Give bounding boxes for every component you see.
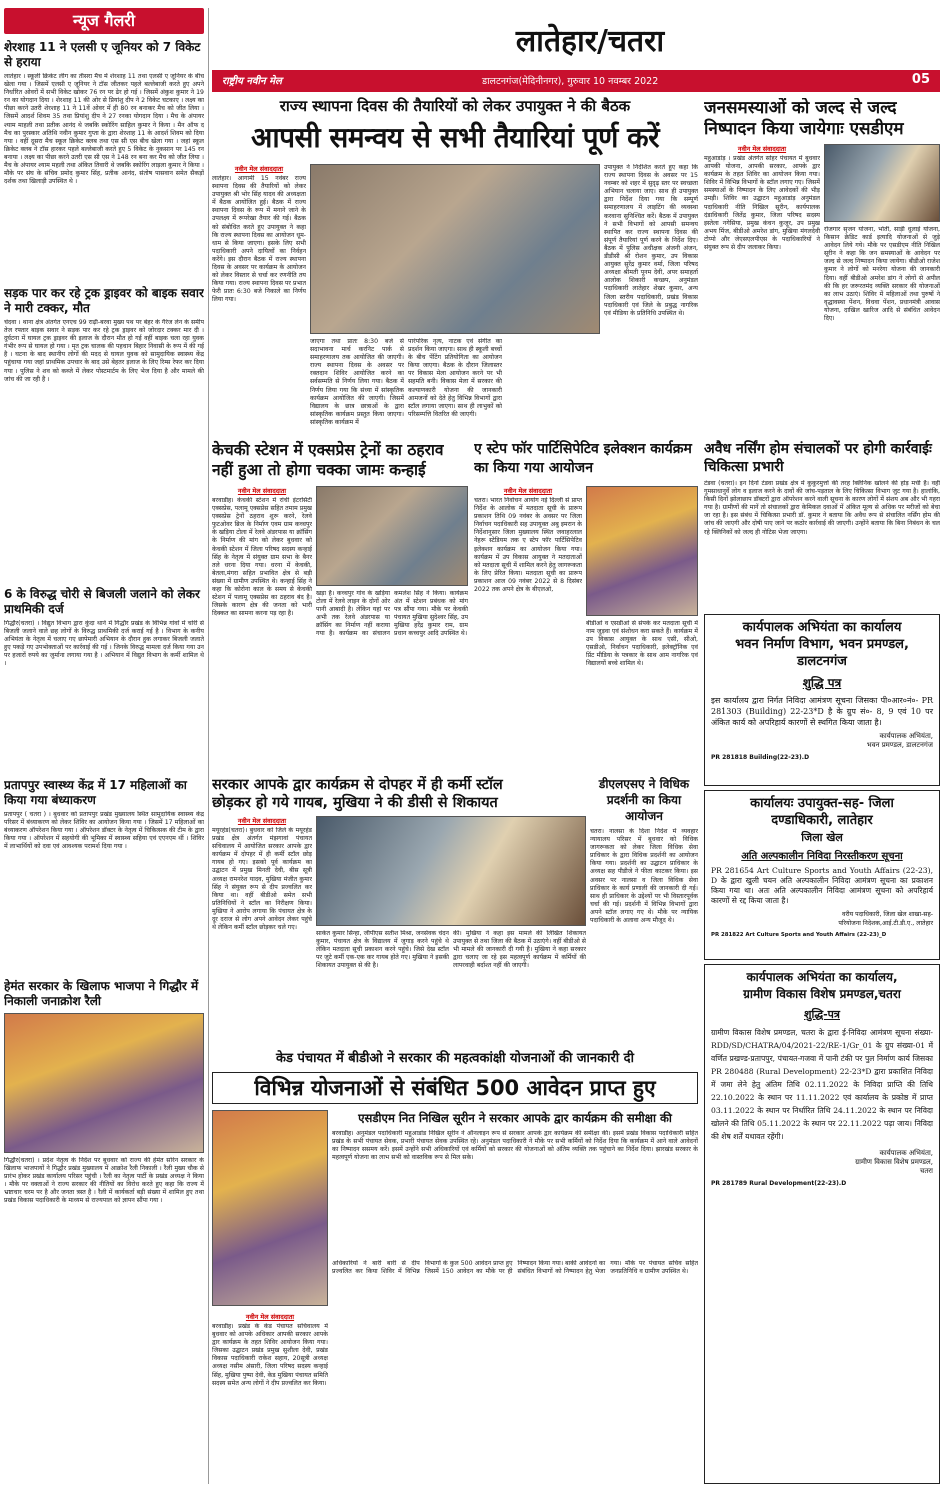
scheme-photo [212,1110,328,1306]
gallery-item-accident [4,286,204,579]
astep-byline: नवीन मेल संवाददाता [503,487,553,495]
kanhai-body-2: खड़ा है। कच्चपुर गांव के खड़िया टोला में रेलवे लाइन के दोनों ओर पानी आबादी है। लेकिन यहां पर अभी तक रेलवे अंडरपास या क्रॉसिंग का निर्माण नहीं कराया गया है। कार्यक्रम का संचालन कमलेश सिंह ने किया। कार्यक्रम अंत में स्टेशन प्रबंधक को मांग पत्र सौंपा गया। मौके पर केचकी पंचायत मुखिया सुदेश्वर सिंह, उप मुखिया हरेंद्र कुमार राम, ग्राम प्रधान कच्चपुर आदि उपस्थित थे। [316,590,468,638]
dateline: डालटनगंज(मेदिनीनगर), गुरुवार 10 नवम्बर 2022 [482,76,659,87]
astep-headline: ए स्टेप फॉर पार्टिसिपेटिव इलेक्शन कार्यक्रम का किया गया आयोजन [474,441,692,476]
review-body: बरवाडीह। अनुमंडल पदाधिकारी महुआडांड निखिल सूरीन ने ऑनलाइन रूप से सरकार आपके द्वार कार्यक्रम की समीक्षा की। इसमें प्रखंड विकास पदाधिकारी सहित प्रखंड के सभी पंचायत सेवक, प्रभारी पंचायत सेवक उपस्थित रहे। अनुमंडल पदाधिकारी ने मौके पर सभी कर्मियों को निर्देश दिया कि कार्यक्रम में आने वाले आवेदनों का निष्पादन ससमय करें। इसमें उन्होंने सभी अधिकारियों एवं कर्मियों को सरकार की योजनाओं को अंतिम व्यक्ति तक पहुंचाने का निर्देश दिया। झारखंड सरकार के महत्वपूर्ण योजना का लाभ सभी को वास्तविक रूप से मिल सके। [332,1130,698,1162]
ad1-subtitle: शुद्धि पत्र [802,676,842,690]
review-body-2: अधिकारियों ने बारी बारी से दीप प्रज्वलित कर किया शिविर में विभिन्न विभागों के कुल 500 आवेदन प्राप्त हुए जिसमें 150 आवेदन का मौके पर ही निष्पादन किया गया। बाकी आवेदनों का संबंधित विभागों को निष्पादन हेतु भेजा गया। मौके पर पंचायत सचिव सहित जनप्रतिनिधि व ग्रामीण उपस्थित थे। [332,1260,698,1276]
ad2-subtitle: अति अल्पकालीन निविदा निरस्तीकरण सूचना [741,851,903,862]
ad1-title-3: डालटनगंज [797,654,847,669]
scheme-kicker: केड पंचायत में बीडीओ ने सरकार की महत्वकांक्षी योजनाओं की जानकारी दी [276,1051,634,1066]
main-body-2: जाएगा तथा प्रातः 8:30 बजे से सदाभावना मार्च करनिट पार्क से समाहरणालय तक आयोजित की जाएगी। राज्य स्थापना दिवस के अवसर पर रक्तदान शिविर आयोजित करने का सर्वसम्मति से निर्णय लिया गया। बैठक में निर्णय लिया गया कि संध्या में सांस्कृतिक कार्यक्रम आयोजित की जाएगी। जिसमें विद्यालय के छात्र छात्राओं के द्वारा सांस्कृतिक कार्यक्रम प्रस्तुत किया जाएगा। सांस्कृतिक कार्यक्रम में [310,338,404,426]
ad2-pr: PR 281822 Art Culture Sports and Youth Affairs (22-23)_D [711,932,887,938]
gallery-body: गिद्धौर(चतरा) । प्रदेश नेतृत्व के निर्देश पर बुधवार को राज्य की हेमंत सोरेन सरकार के खिलाफ भाजपायों ने गिद्धौर प्रखंड मुख्यालय में आक्रोश रैली निकाली । रैली मुख्य चौक से प्रारंभ होकर प्रखंड कार्यालय परिसर पहुंची । रैली का नेतृत्व पार्टी के प्रखंड अध्यक्ष ने किया । मौके पर वक्ताओं ने राज्य सरकार की नीतियों का विरोध करते हुए कहा कि राज्य में भ्रष्टाचार चरम पर है और जनता त्रस्त है । रैली में कार्यकर्ता बड़ी संख्या में शामिल हुए तथा प्रखंड विकास पदाधिकारी के माध्यम से राज्यपाल को ज्ञापन सौंपा गया । [4,1157,204,1205]
gallery-item-cricket [4,40,204,278]
ad2-title-1: कार्यालयः उपायुक्त-सह- जिला [750,796,894,811]
gallery-item-electricity [4,587,204,770]
gallery-headline: प्रतापपुर स्वास्थ्य केंद्र में 17 महिलाओं का किया गया बंध्याकरण [4,778,187,807]
ad3-subtitle: शुद्धि-पत्र [803,1008,840,1021]
rally-photo [4,1013,204,1153]
scheme-body: बरवाडीह। प्रखंड के केड पंचायत सचिवालय में बुधवार को आपके अधिकार आपकी सरकार आपके द्वार कार्यक्रम के तहत शिविर आयोजन किया गया। जिसका उद्घाटन प्रखंड प्रमुख सुशीला देवी, प्रखंड विकास पदाधिकारी राकेश सहाय, 20सूत्री अध्यक्ष अध्यक्ष नसीम अंसारी, जिला परिषद सदस्य कन्हाई सिंह, मुखिया पुष्पा देवी, केड मुखिया पंचायत समिति सदस्य समेत अन्य लोगों ने दीप प्रज्वलित कर किया। [212,1323,328,1387]
sarkar-story [212,776,586,1048]
ad2-body: PR 281654 Art Culture Sports and Youth Affairs (22-23), D के द्वारा खुली चयन अति अल्पकालीन निविदा आमंत्रण सूचना का प्रकाशन किया गया था। अतः अति अल्पकालीन निविदा आमंत्रण सूचना को अपरिहार्य कारणों से रद्द किया जाता है। [711,866,933,905]
nursing-story [704,440,940,612]
gallery-title: न्यूज गैलरी [73,11,135,30]
nursing-body: टंडवा (चतरा)। इन दिनों टंडवा प्रखंड क्षेत्र में कुकुरमुत्तों की तरह क्लिनिक खोलने की होड़ मची है। वहीं गुमसाधानुर्वे लोग व इलाज करने के दावों की जांच-पड़ताल के लिए चिकित्सा विभाग जुट गया है। हालांकि, किसी दिनों झोलाछाप डॉक्टरों द्वारा ऑपरेशन करने वाली सूचना के कारण लोगों में संशय अब और भी गहरा गया है। ग्रामीणों की मानें तो संचालकों द्वारा केमिकल दवाओं में अंकित मूल्य से अधिक पर मरीजों को बेचा जा रहा है। इस संबंध में चिकित्सा प्रभारी डॉ. कुमार ने बताया कि अवैध रूप से संचालित नर्सिंग होम की जांच की जाएगी और दोषी पाए जाने पर कठोर कार्रवाई की जाएगी। उन्होंने बताया कि बिना निबंधन के चल रहे क्लिनिकों को जल्द ही नोटिस भेजा जाएगा। [704,480,940,536]
ad3-sign-2: ग्रामीण विकास विशेष प्रमण्डल, [855,1158,933,1166]
ad3-sign-3: चतरा [919,1167,933,1175]
sarkar-body-1: मयूरहंड(चतरा)। बुधवार को जिले के मयूरहंड प्रखंड क्षेत्र अंतर्गत मंझगावां पंचायत सचिवालय में आयोजित सरकार आपके द्वार कार्यक्रम में दोपहर में ही कर्मी स्टॉल छोड़ गायब हो गए। इसको पूर्व कार्यक्रम का उद्घाटन में प्रमुख मिनती देवी, बीस सूत्री अध्यक्ष रामनरेश यादव, मुखिया मंजीत कुमार सिंह ने संयुक्त रूप से दीप प्रज्वलित कर किया था। वहीं बीडीओ समेत सभी प्रतिनिधियों ने स्टॉल का निरीक्षण किया। मुखिया ने आरोप लगाया कि पंचायत क्षेत्र के दूर दराज से लोग अपने आवेदन लेकर पहुंचे थे लेकिन कर्मी स्टॉल छोड़कर चले गए। [212,827,312,932]
kanhai-story [212,440,468,770]
column-divider [208,8,209,1484]
logo-text: राष्ट्रीय नवीन मेल [222,76,282,87]
ad2-sign-1: वरीय पदाधिकारी, जिला खेल शाखा-सह- [842,911,933,918]
kanhai-headline: केचकी स्टेशन में एक्सप्रेस ट्रेनों का ठहराव नहीं हुआ तो होगा चक्का जामः कन्हाई [212,441,444,479]
gallery-headline: 6 के विरुद्ध चोरी से बिजली जलाने को लेकर प्राथमिकी दर्ज [4,587,200,616]
ad2-title-3: जिला खेल [801,831,843,844]
ad3-title-1: कार्यपालक अभियंता का कार्यालय, [746,970,898,984]
sdm-photo [824,144,940,222]
kanhai-photo [316,486,468,586]
sarkar-headline-1: सरकार आपके द्वार कार्यक्रम से दोपहर में ही कर्मी स्टॉल [212,777,503,793]
dlsa-headline: डीएलएसए ने विधिक प्रदर्शनी का किया आयोजन [598,777,690,823]
ad1-title-2: भवन निर्माण विभाग, भवन प्रमण्डल, [735,637,909,652]
sarkar-body-3: की। मुखिया ने कहा इस मामले की लिखित शिकायत उपायुक्त से तथा जिला की बैठक में उठाएंगे। वहीं बीडीओ से भी मामले की जानकारी दी गयी है। मुखिया ने कहा सरकार द्वारा चलाए जा रहे इस महत्वपूर्ण कार्यक्रम में कर्मियों की लापरवाही बर्दाश्त नहीं की जाएगी। [453,930,586,970]
section-title-text: लातेहार/चतरा [515,24,665,59]
main-body-1: लातेहार। आगामी 15 नवंबर राज्य स्थापना दिवस की तैयारियों को लेकर उपायुक्त श्री भोर सिंह यादव की अध्यक्षता में बैठक आयोजित हुई। बैठक में राज्य स्थापना दिवस के रूप में मनाने जाने के उपलक्ष्य में रूपरेखा तैयार की गई। बैठक को संबोधित करते हुए उपायुक्त ने कहा कि राज्य स्थापना दिवस का आयोजन धूम-धाम से किया जाएगा। इसके लिए सभी पदाधिकारी अपने दायित्वों का निर्वहन करेंगे। इस दौरान बैठक में राज्य स्थापना दिवस के अवसर पर कार्यक्रम के आयोजन को लेकर विस्तार से चर्चा कर रणनीति तय किया गया। राज्य स्थापना दिवस पर प्रभात फेरी प्रातः 6:30 बजे निकाले का निर्णय लिया गया। [212,175,306,304]
page-number: 05 [911,72,930,87]
gallery-headline: हेमंत सरकार के खिलाफ भाजपा ने गिद्धौर में निकाली जनाक्रोश रैली [4,979,199,1008]
scheme-headline: विभिन्न योजनाओं से संबंधित 500 आवेदन प्राप्त हुए [212,1072,698,1104]
nursing-headline: अवैध नर्सिंग होम संचालकों पर होगी कार्रवाईः चिकित्सा प्रभारी [704,441,932,475]
astep-body-2: बीडीओ व एसडीओ से संपर्क कर मतदाता सूची में नाम जुड़वा एवं संशोधन करा सकते हैं। कार्यक्रम में उप विकास आयुक्त के साथ एसी, सीओ, एसडीओ, निर्वाचन पदाधिकारी, इलेक्ट्रॉनिक एवं प्रिंट मीडिया के पत्रकार के साथ आम नागरिक एवं विद्यालयों बच्चे शामिल थे। [586,620,698,668]
ad2-sign-2: परियोजना निदेशक,आई.टी.डी.ए., लातेहार [838,920,933,927]
ad2-title-2: दण्डाधिकारी, लातेहार [771,813,873,828]
sdm-headline: जनसमस्याओं को जल्द से जल्द निष्पादन किया जायेगाः एसडीएम [704,98,904,139]
masthead-bar [212,70,940,92]
gallery-item-health [4,778,204,971]
gallery-body: प्रतापपुर ( चतरा ) । बुधवार को प्रतापपुर प्रखंड मुख्यालय स्थित सामुदायिक स्वास्थ्य केंद्र परिसर में बंध्याकरण को लेकर शिविर का आयोजन किया गया । जिसमें 17 महिलाओं का बंध्याकरण ऑपरेशन किया गया । ऑपरेशन डॉक्टर के नेतृत्व में चिकित्सक की टीम के द्वारा किया गया । ऑपरेशन में सहयोगी की भूमिका में स्वास्थ्य सहिया एवं एएनएम थीं । शिविर में लाभार्थियों को दवा एवं आवश्यक परामर्श दिया गया । [4,811,204,851]
main-headline: आपसी समन्वय से सभी तैयारियां पूर्ण करें [250,121,660,154]
rural-dev-corrigendum [704,964,940,1484]
sarkar-headline-2: छोड़कर हो गये गायब, मुखिया ने की डीसी से शिकायत [212,795,498,811]
section-title [460,22,720,62]
gallery-body: गिद्धौर(चतरा) । विद्युत विभाग द्वारा कुंदा थाने में गिद्धौर प्रखंड के विभिन्न गांवों में चोरी से बिजली जलाने वाले छह लोगों के विरुद्ध प्राथमिकी दर्ज कराई गई है । विभाग के कनीय अभियंता के नेतृत्व में चलाए गए छापेमारी अभियान के दौरान हुक लगाकर बिजली जलाते हुए पकड़े गए उपभोक्ताओं पर कार्रवाई की गई । जिनके विरुद्ध मामला दर्ज किया गया उन पर हजारों रुपये का जुर्माना लगाया गया है । अभियान में विद्युत विभाग के कर्मी शामिल थे । [4,620,204,668]
tender-notice-building [704,614,940,786]
review-story [332,1110,698,1482]
ad1-body: इस कार्यालय द्वारा निर्गत निविदा आमंत्रण सूचना जिसका पी०आर०नं०- PR 281303 (Building) 22-23*D है के ग्रुप सं०- 8, 9 एवं 10 पर अंकित कार्य को अपरिहार्य कारणों से स्थगित किया जाता है। [711,696,933,727]
dlsa-body: चतरा। नालसा के दिशा निर्देश में व्यवहार न्यायालय परिसर में बुधवार को विधिक जागरूकता को लेकर जिला विधिक सेवा प्राधिकार के द्वारा विधिक प्रदर्शनी का आयोजन किया गया। प्रदर्शनी का उद्घाटन प्राधिकार के अध्यक्ष सह पीडीजे ने फीता काटकर किया। इस अवसर पर नालसा व जिला विधिक सेवा प्राधिकार के कार्य प्रणाली की जानकारी दी गई। साथ ही प्राधिकार के उद्देश्यों पर भी विस्तारपूर्वक चर्चा की गई। प्रदर्शनी में विभिन्न विभागों द्वारा अपने स्टॉल लगाए गए थे। मौके पर न्यायिक पदाधिकारी के अलावा अन्य मौजूद थे। [590,828,698,925]
kanhai-byline: नवीन मेल संवाददाता [237,487,287,495]
sarkar-body-2: साकेत कुमार सिन्हा, जीपीएस सतीश मिश्रा, जनसेवक चंदन कुमार, पंचायत क्षेत्र के विद्यालय में जुगाड़ करने पहुंचे थे लेकिन मतदाता सूची प्रकाशन करने पहुंचे। जिसे देख स्टॉल पर जुटे कर्मी एक-एक कर गायब होते गए। मुखिया ने इसकी शिकायत उपायुक्त से की है। [316,930,449,970]
sarkar-byline: नवीन मेल संवाददाता [237,817,287,825]
tender-cancellation-notice [704,790,940,960]
ad1-sign-1: कार्यपालक अभियंता, [879,732,933,740]
ad3-title-2: ग्रामीण विकास विशेष प्रमण्डल,चतरा [743,987,901,1001]
meeting-photo [310,164,600,334]
dlsa-story [590,776,698,1048]
ad1-pr: PR 281818 Building(22-23).D [711,754,810,761]
astep-body-1: चतरा। भारत निर्वाचन आयोग नई दिल्ली से प्राप्त निर्देश के आलोक में मतदाता सूची के प्रारूप प्रकाशन तिथि 09 नवंबर के अवसर पर जिला निर्वाचन पदाधिकारी सह उपायुक्त अबु इमरान के निर्देशानुसार जिला मुख्यालय स्थित जवाहरलाल नेहरू स्टेडियम तक ए स्टेप फॉर पार्टिसिपेटिव इलेक्शन कार्यक्रम का आयोजन किया गया। कार्यक्रम में उप विकास आयुक्त ने मतदाताओं को मतदाता सूची में शामिल करने हेतु जागरूकता के लिए प्रेरित किया। मतदाता सूची का प्रारूप प्रकाशन आज 09 नवंबर 2022 से 8 दिसंबर 2022 तक अपने क्षेत्र के बीएलओ, [474,497,582,594]
kanhai-body-1: बरवाडीह। केचकी स्टेशन में रांची इंटरसिटी एक्सप्रेस, पलामू एक्सप्रेस सहित तमाम प्रमुख एक्सप्रेस ट्रेनों ठहराव शुरू करने, रेलवे फुटओवर ब्रिज के निर्माण एवम ग्राम कच्चपुर के खड़िया टोला में रेलवे अंडरपास या क्रॉसिंग के निर्माण की मांग को लेकर बुधवार को केचकी स्टेशन में जिला परिषद सदस्य कन्हाई सिंह के नेतृत्व में संयुक्त ग्राम सभा के बैनर तले धरना दिया गया। धरना में केचकी, बेतला,मंगरा सहित प्रभावित क्षेत्र से बड़ी संख्या में ग्रामीण उपस्थित थे। कन्हाई सिंह ने कहा कि कोरोना काल के समय से केचकी स्टेशन में पलामू एक्सप्रेस का ठहराव बंद है। जिसके कारण क्षेत्र की जनता को भारी दिक्कत का सामना करना पड़ रहा है। [212,497,312,618]
sdm-story [704,98,940,438]
ad3-pr: PR 281789 Rural Development(22-23).D [711,1180,847,1187]
astep-story [474,440,698,770]
ad1-title-1: कार्यपालक अभियंता का कार्यालय [742,620,902,635]
main-kicker: राज्य स्थापना दिवस की तैयारियों को लेकर उपायुक्त ने की बैठक [279,97,631,115]
scheme-banner [212,1050,698,1106]
review-headline: एसडीएम नित निखिल सूरीन ने सरकार आपके द्वार कार्यक्रम की समीक्षा की [358,1111,672,1125]
ad3-sign-1: कार्यपालक अभियंता, [879,1149,933,1157]
news-gallery [4,8,204,1486]
sdm-body-2: रोजगार सृजन योजना, भोती, साड़ी धुलाई योजना, किसान क्रेडिट कार्ड इत्यादि योजनाओं से जुड़े आवेदन लिये गये। मौके पर एसडीएम नीति निखिल सूरीन ने कहा कि जन समस्याओं के आवेदन पर जल्द से जल्द निष्पादन किया जायेगा। बीडीओ राजेश कुमार ने लोगों को मनरेगा योजना की जानकारी दिया। वहीं बीडीओ अमरेश डांग ने लोगों से अपील की कि हर जरूरतमंद व्यक्ति सरकार की योजनाओं का लाभ उठाएं। शिविर में महिलाओं तथा पुरुषों ने वृद्धावस्था पेंशन, विधवा पेंशन, प्रधानमंत्री आवास योजना, दाखिल खारिज आदि से संबंधित आवेदन दिए। [824,226,940,323]
scheme-byline: नवीन मेल संवाददाता [245,1313,295,1321]
main-story [212,96,698,436]
gallery-headline: शेरशाह 11 ने एलसी ए जूनियर को 7 विकेट से हराया [4,40,201,69]
ad1-sign-2: भवन प्रमण्डल, डालटनगंज [866,741,933,749]
ad3-body: ग्रामीण विकास विशेष प्रमण्डल, चतरा के द्वारा ई-निविदा आमंत्रण सूचना संख्या- RDD/SD/CHATRA/04/2021-22/RE-1/Gr_01 के ग्रुप संख्या-01 में वर्णित प्रखण्ड-प्रतापपुर, पंचायत-गजवा में पानी टंकी पर पुल निर्माण कार्य जिसका PR 280488 (Rural Development) 22-23*D द्वारा प्रकाशित निविदा में जमा लेने हेतु अंतिम तिथि 02.11.2022 के निविदा प्राप्ति की तिथि 22.10.2022 के स्थान पर 11.11.2022 एवं कार्यालय के प्रकोष्ठ में प्राप्त 03.11.2022 के स्थान पर निर्धारित तिथि 24.11.2022 के स्थान पर निविदा खोलने की तिथि 05.11.2022 के स्थान पर 22.11.2022 पढ़ा जाय। निविदा की शेष शर्तें यथावत रहेंगी। [711,1028,933,1141]
gallery-body: लातेहार । स्कूली क्रिकेट लीग का तीसरा मैच में शेरशाह 11 तथा एलसी ए जूनियर के बीच खेला गया । जिसमें एलसी ए जूनियर ने टॉस जीतकर पहले बल्लेबाजी करते हुए अपने निर्धारित ओवरों में सभी विकेट खोकर 76 रन पर ढेर हो गई । जिसमें अंकुश कुमार ने 19 रन का योगदान दिया । शेरशाह 11 की ओर से प्रियांशु दीप ने 2 विकेट चटकाए । लक्ष्य का पीछा करने उतरी शेरशाह 11 ने 11वें ओवर में ही 80 रन बनाकर मैच को जीत लिया । जिसमें आदर्श शिवम 35 तथा प्रियांशु दीप ने 27 रनका योगदान दिया । मैच के अंपायर श्याम माहली तथा प्रतीक आनंद थे जबकि स्कोरिंग साहिल कुमार ने किया । मैन ऑफ द मैच का पुरस्कार अतिथि नवीन कुमार गुप्ता के द्वारा शेरशाह 11 के आदर्श शिवम को दिया गया । वहीं दूसरा मैच स्कूल क्रिकेट क्लब तथा एस सी एस बीच खेला गया । जहां स्कूल क्रिकेट क्लब ने टॉस हारकर पहले बल्लेबाजी करते हुए 5 विकेट के नुकसान पर 145 रन बनाया । लक्ष्य का पीछा करने उतरी एस सी एस ने 148 रन बना कर मैच को जीत लिया । मैच के अंपायर श्याम महली तथा अंकित तिवारी थे जबकि स्कोरिंग लाड़ला कुमार ने किया । मौके पर संघ के संचिव प्रमोद कुमार सिंह, प्रतीक आनंद, संतोष पासवान समेत सैकड़ों दर्शक तथा खिलाड़ी उपस्थित थे । [4,73,204,186]
gallery-body: चंदवा । थाना क्षेत्र अंतर्गत एनएच 99 राढ़ी-बरवा मुख्य पथ पर बेहर के गैरेज लेन के समीप तेज रफ्तार बाइक सवार ने सड़क पार कर रहे ट्रक ड्राइवर को जोरदार टक्कर मार दी । दुर्घटना में घायल ट्रक ड्राइवर की इलाज के दौरान मौत हो गई वहीं बाइक चला रहा युवक गंभीर रूप से घायल हो गया । मृत ट्रक चालक की पहचान बिहार निवासी के रूप में की गई है । घटना के बाद स्थानीय लोगों की मदद से घायल युवक को सामुदायिक स्वास्थ्य केंद्र पहुंचाया गया जहां प्राथमिक उपचार के बाद उसे बेहतर इलाज के लिए रिम्स रेफर कर दिया गया । पुलिस ने शव को कब्जे में लेकर पोस्टमार्टम के लिए भेज दिया है और मामले की जांच की जा रही है । [4,319,204,383]
sarkar-photo [316,816,586,926]
main-byline: नवीन मेल संवाददाता [234,165,284,173]
sdm-body-1: महुआडांड़ । प्रखंड अंतर्गत सोहर पंचायत में बुधवार आपकी योजना, आपकी सरकार, आपके द्वार कार्यक्रम के तहत शिविर का आयोजन किया गया। शिविर में विभिन्न विभागों के स्टॉल लगाए गए। जिसमें समस्याओं के निष्पादन के लिए आवेदकों की भीड़ उमड़ी। शिविर का उद्घाटन महुआडांड़ अनुमंडल पदाधिकारी नीति निखिल सूरीन, कार्यपालक दंडाधिकारी जितेंद्र कुमार, जिला परिषद सदस्य इस्तेला नगेसिया, प्रमुख कंचन कुजूर, उप प्रमुख अभय मिंज, बीडीओ अमरेश डांग, मुखिया मंगलदेवी टोप्पो और जेएसएलपीएस के पदाधिकारियों ने संयुक्त रूप से दीप जलाकर किया। [704,155,820,252]
gallery-title-bar [4,8,204,34]
astep-photo [586,486,698,616]
gallery-item-rally [4,979,204,1317]
sdm-byline: नवीन मेल संवाददाता [737,145,787,153]
gallery-headline: सड़क पार कर रहे ट्रक ड्राइवर को बाइक सवार ने मारी टक्कर, मौत [4,286,204,315]
scheme-story [212,1110,328,1482]
main-body-4: उपायुक्त ने निर्देशित करते हुए कहा कि राज्य स्थापना दिवस के अवसर पर 15 नवम्बर को शहर में सुदृढ़ स्तर पर स्वच्छता अभियान चलाया जाए। साथ ही उपायुक्त द्वारा निर्देश दिया गया कि सम्पूर्ण समाहरणालय में लाइटिंग की व्यवस्था करवाना सुनिश्चित करें। बैठक में उपायुक्त ने सभी विभागों को आपसी समन्वय स्थापित कर राज्य स्थापना दिवस की संपूर्ण तैयारियां पूर्ण करने के निर्देश दिए। बैठक में पुलिस अधीक्षक अंजनी अंजन, डीडीसी श्री रोशन कुमार, उप विकास आयुक्त सुरेंद्र कुमार वर्मा, जिला परिषद अध्यक्षा श्रीमती पूनम देवी, अपर समाहर्ता आलोक शिकारी कच्छप, अनुमंडल पदाधिकारी लातेहार शेखर कुमार, अन्य जिला स्तरीय पदाधिकारी, प्रखंड विकास पदाधिकारी एवं जिले के प्रबुद्ध नागरिक एवं मीडिया के प्रतिनिधि उपस्थित थे। [604,164,698,317]
main-body-3: पारंपरिक नृत्य, नाटक एवं संगीत का प्रदर्शन किया जाएगा। साथ ही स्कूली बच्चों के बीच पेंटिंग प्रतियोगिता का आयोजन किया जाएगा। बैठक के दौरान जिलास्तर पर विकास मेला आयोजन करने पर भी सहमति बनी। विकास मेला में सरकार की कल्याणकारी योजना की जानकारी आमजनों को देते हेतु विभिन्न विभागों द्वारा स्टॉल लगाया जाएगा। साथ ही लाभुकों को परिसम्पत्ति वितरित की जाएगी। [408,338,502,418]
